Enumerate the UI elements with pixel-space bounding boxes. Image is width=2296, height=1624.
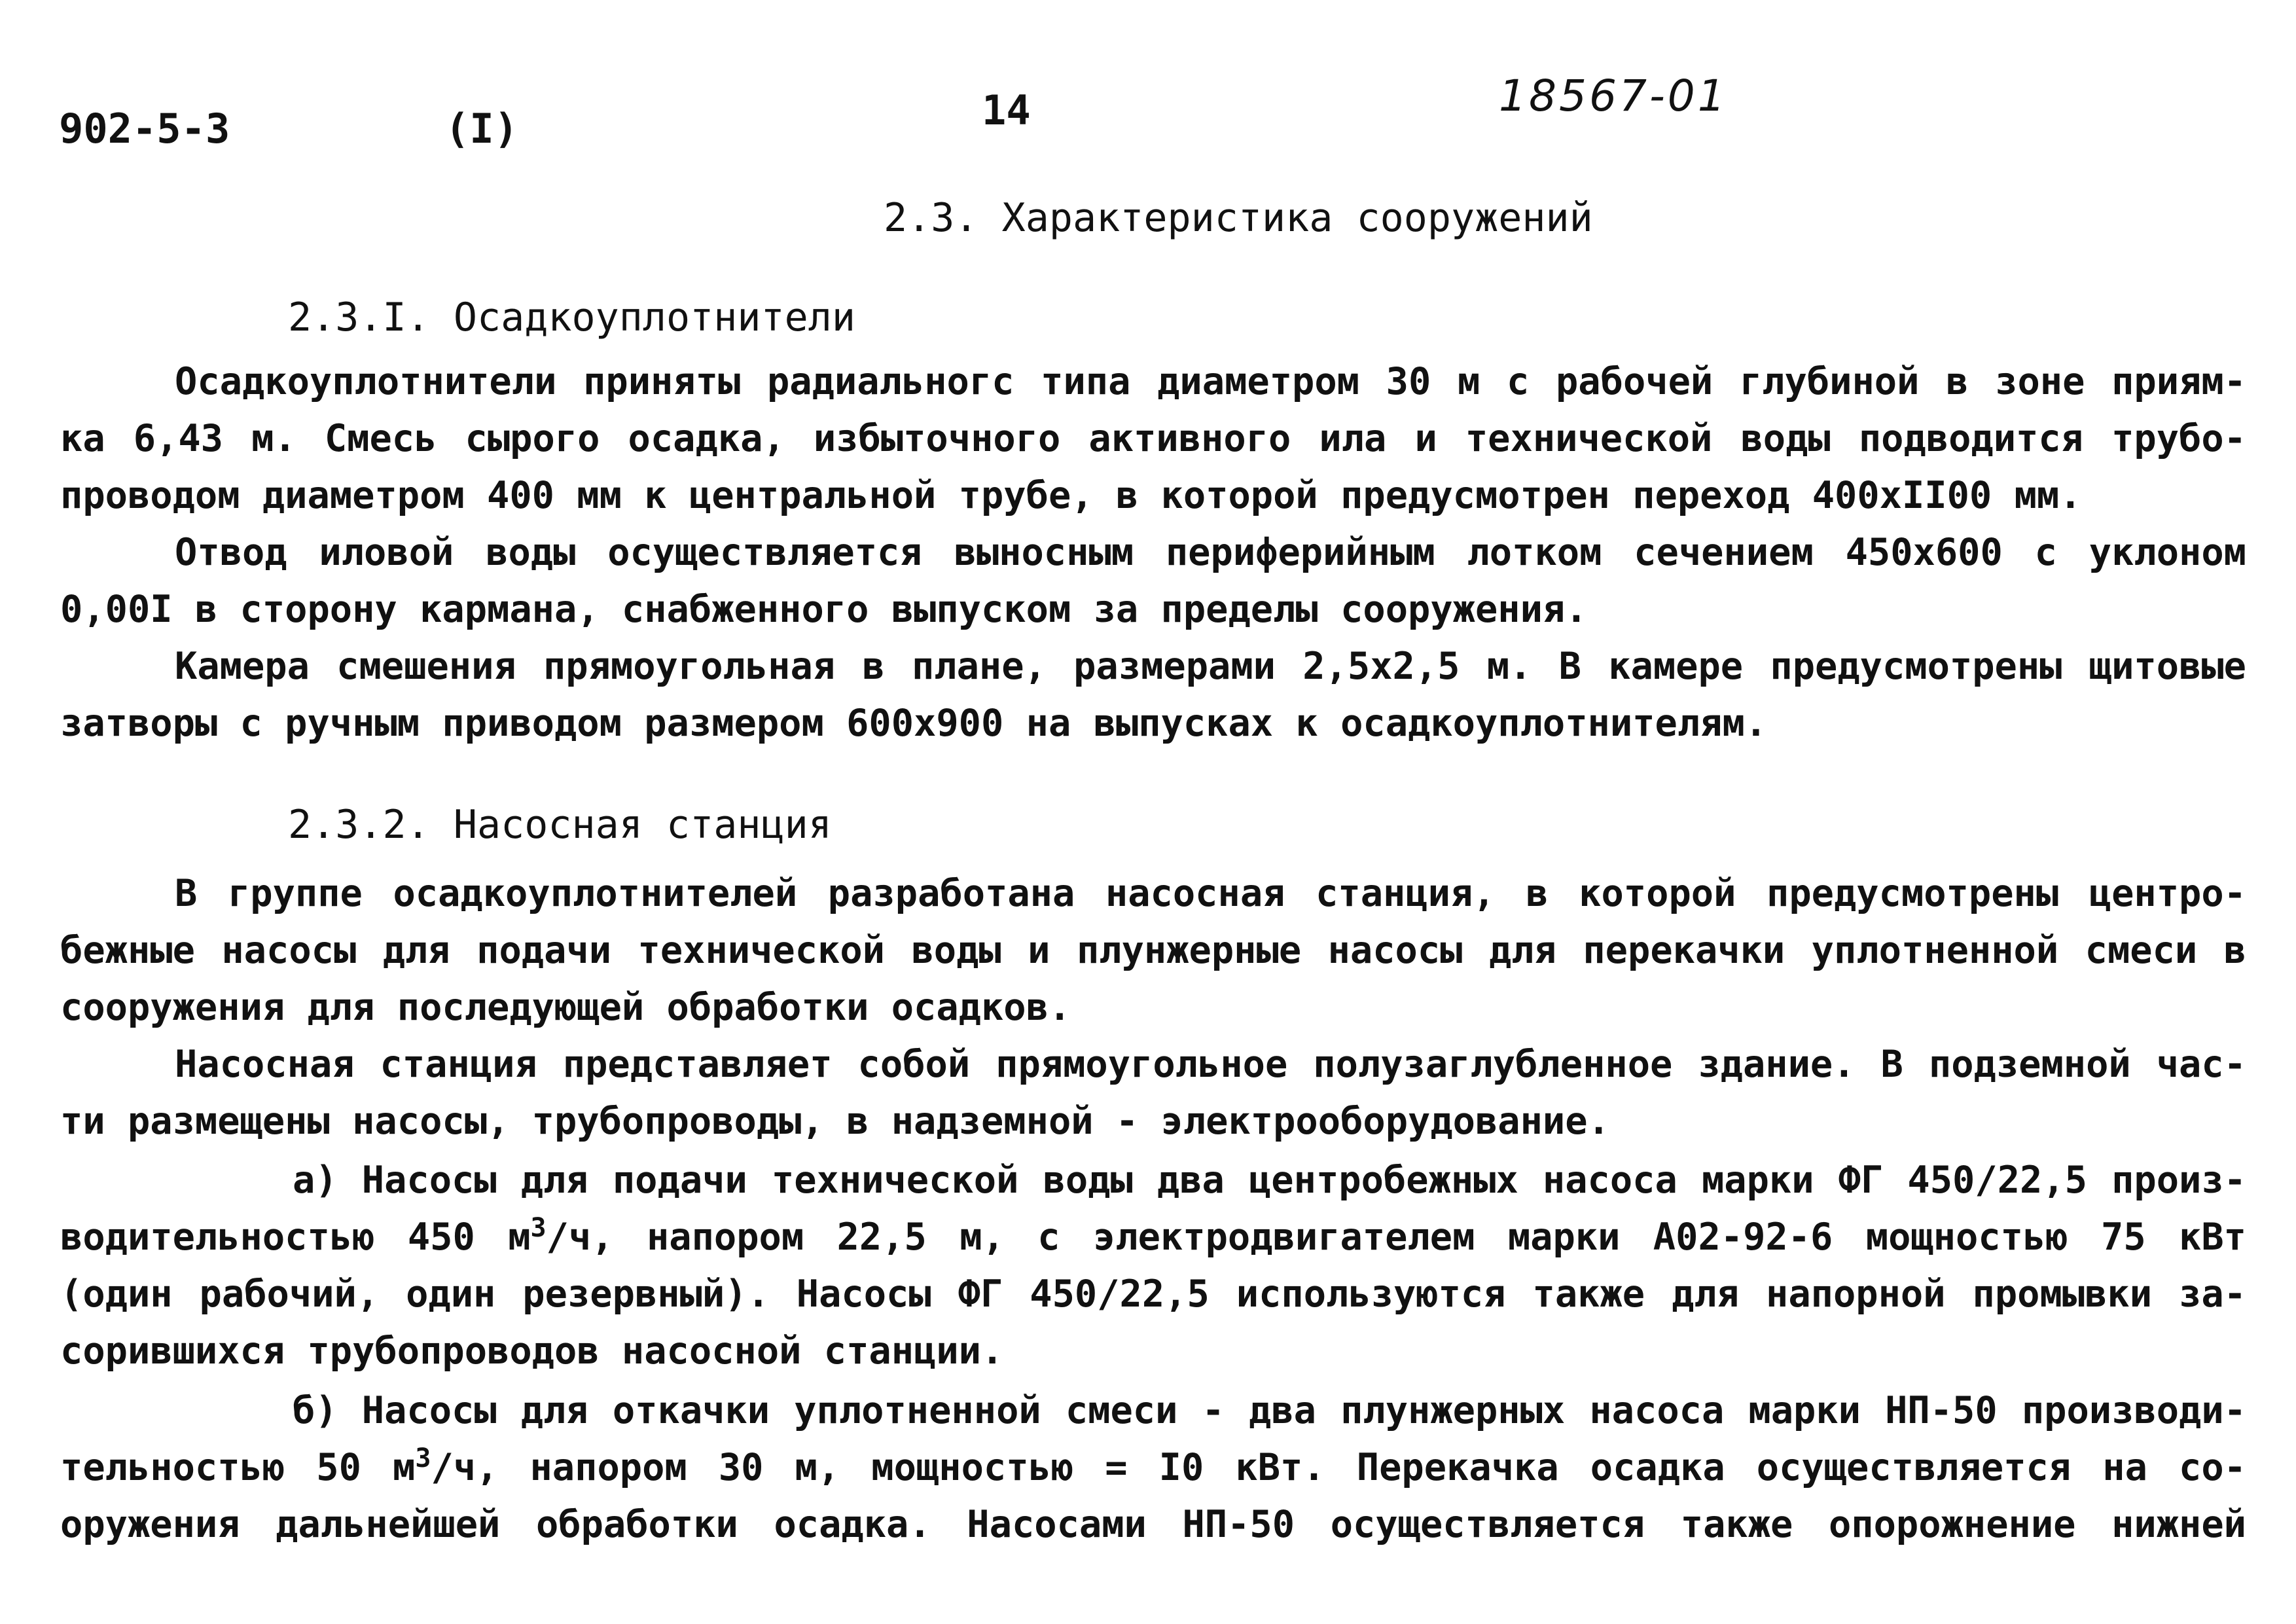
text-line	[60, 1209, 2246, 1266]
text-line: Отвод иловой воды осуществляется выносным периферийным лотком сечением 450х600 с уклоном	[175, 531, 2246, 574]
text-line: сооружения для последующей обработки осадков.	[60, 986, 1071, 1029]
document-part: (I)	[445, 105, 518, 153]
superscript: 3	[415, 1443, 431, 1473]
text-line: ти размещены насосы, трубопроводы, в надземной - электрооборудование.	[60, 1100, 1610, 1143]
inventory-number: 18567-01	[1499, 71, 1728, 121]
text-line: В группе осадкоуплотнителей разработана насосная станция, в которой предусмотрены центро-	[175, 872, 2246, 915]
text-fragment: водительностью 450 м	[60, 1216, 531, 1259]
paragraph-pump-station-intro	[60, 865, 2246, 1036]
text-line: ка 6,43 м. Смесь сырого осадка, избыточного активного ила и технической воды подводится трубо-	[60, 417, 2246, 460]
page-number: 14	[982, 86, 1031, 134]
text-line: оружения дальнейшей обработки осадка. Насосами НП-50 осуществляется также опорожнение нижней	[60, 1503, 2246, 1546]
subsection-title-pump-station: 2.3.2. Насосная станция	[288, 802, 832, 848]
text-line: проводом диаметром 400 мм к центральной трубе, в которой предусмотрен переход 400хII00 мм.	[60, 474, 2082, 517]
text-fragment: /ч, напором 22,5 м, с электродвигателем марки А02-92-6 мощностью 75 кВт	[546, 1216, 2246, 1259]
paragraph-sludge-water	[60, 524, 2246, 638]
text-line: бежные насосы для подачи технической воды и плунжерные насосы для перекачки уплотненной смеси в	[60, 929, 2246, 972]
text-line: б) Насосы для откачки уплотненной смеси - два плунжерных насоса марки НП-50 производи-	[293, 1389, 2246, 1432]
paragraph-pump-building	[60, 1036, 2246, 1150]
paragraph-thickeners-description	[60, 353, 2246, 524]
paragraph-service-water-pumps	[60, 1152, 2246, 1380]
document-code: 902-5-3	[59, 105, 230, 153]
text-line	[60, 1439, 2246, 1496]
text-fragment: /ч, напором 30 м, мощностью = I0 кВт. Перекачка осадка осуществляется на со-	[431, 1446, 2246, 1489]
paragraph-mixing-chamber	[60, 638, 2246, 752]
text-line: 0,00I в сторону кармана, снабженного выпуском за пределы сооружения.	[60, 588, 1588, 631]
superscript: 3	[530, 1213, 547, 1243]
text-line: сорившихся трубопроводов насосной станции.	[60, 1329, 1004, 1373]
paragraph-plunger-pumps	[60, 1382, 2246, 1553]
text-line: Камера смешения прямоугольная в плане, размерами 2,5х2,5 м. В камере предусмотрены щитовые	[175, 645, 2246, 688]
text-line: затворы с ручным приводом размером 600х900 на выпусках к осадкоуплотнителям.	[60, 702, 1768, 745]
text-fragment: тельностью 50 м	[60, 1446, 416, 1489]
section-title: 2.3. Характеристика сооружений	[884, 195, 1593, 241]
text-line: (один рабочий, один резервный). Насосы ФГ 450/22,5 используются также для напорной промывки за-	[60, 1272, 2246, 1316]
text-line: Насосная станция представляет собой прямоугольное полузаглубленное здание. В подземной час-	[175, 1043, 2246, 1086]
text-line: Осадкоуплотнители приняты радиальногс типа диаметром 30 м с рабочей глубиной в зоне приям-	[175, 360, 2246, 403]
text-line: а) Насосы для подачи технической воды два центробежных насоса марки ФГ 450/22,5 произ-	[293, 1159, 2246, 1202]
subsection-title-thickeners: 2.3.I. Осадкоуплотнители	[288, 295, 855, 340]
